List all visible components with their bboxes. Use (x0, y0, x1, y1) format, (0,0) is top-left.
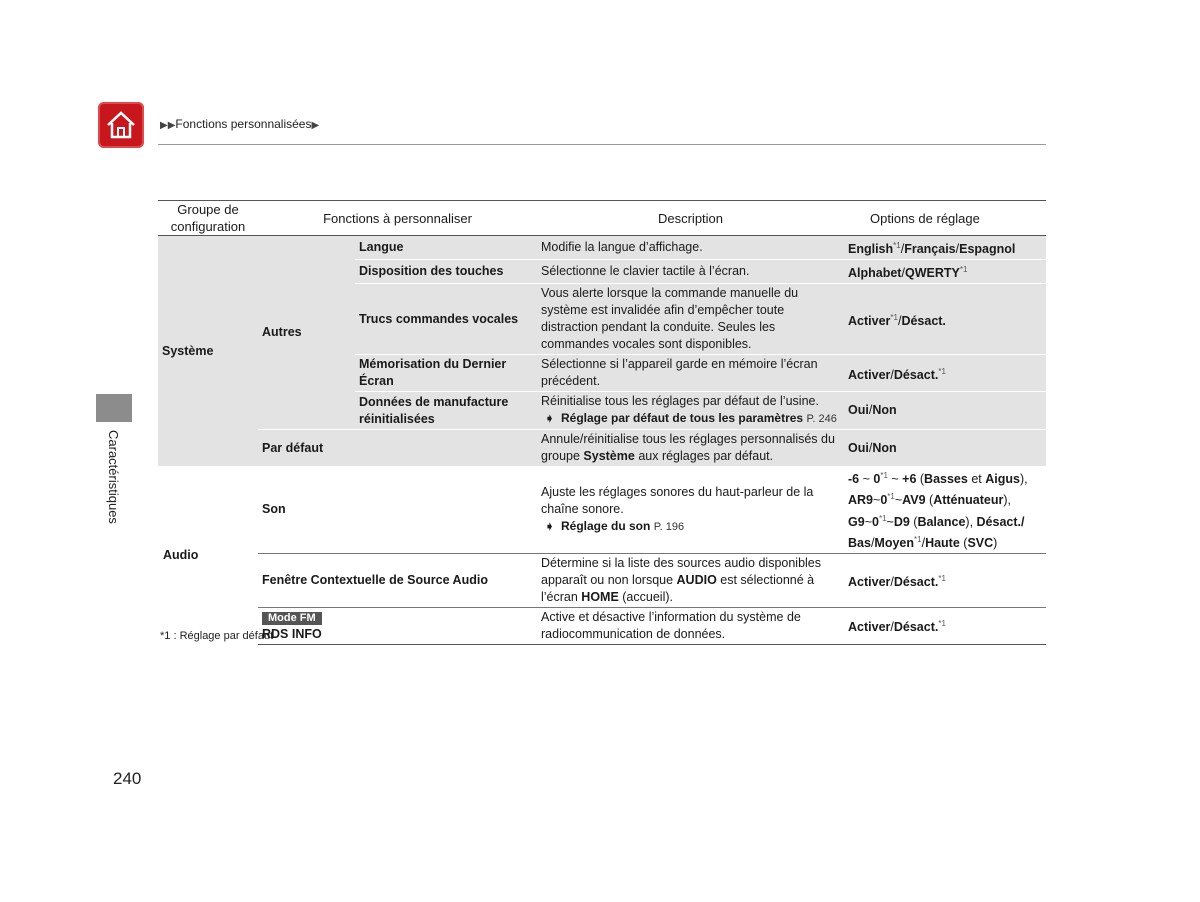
table-row (158, 430, 1046, 467)
mode-fm-badge: Mode FM (262, 612, 322, 625)
breadcrumb-label: Fonctions personnalisées (175, 117, 312, 131)
function-son: Son (262, 502, 286, 517)
options-memorisation: Activer/Désact.$^{*1}$ (844, 355, 1046, 392)
function-fenetre: Fenêtre Contextuelle de Source Audio (258, 553, 537, 607)
footnote: *1 : Réglage par défaut (160, 630, 274, 642)
header-description: Description (537, 201, 844, 236)
desc-par-defaut: Annule/réinitialise tous les réglages personnalisés du groupe Système aux réglages par défaut. (537, 430, 844, 467)
function-par-defaut: Par défaut (258, 430, 537, 467)
breadcrumb-arrow-icon: ▶ (311, 120, 320, 131)
options-disposition: Alphabet/QWERTY$^{*1}$ (844, 260, 1046, 284)
table-row (158, 553, 1046, 607)
desc-donnees: Réinitialise tous les réglages par défaut de l’usine. ➧ Réglage par défaut de tous les paramètres P. 246 (537, 392, 844, 430)
options-son: -6 ~ 0$^{*1}$ ~ +6 (Basses et Aigus), AR9~0$^{*1}$~AV9 (Atténuateur), G9~0$^{*1}$~D9 (Balance), Désact./ Bas/Moyen$^{*1}$/Haute (SVC) (848, 471, 1028, 550)
cross-reference-link[interactable]: ➧ Réglage du son P. 196 (541, 518, 840, 536)
desc-trucs: Vous alerte lorsque la commande manuelle du système est invalidée afin d’empêcher toute distraction pendant la conduite. Seules les commandes vocales sont disponibles. (537, 284, 844, 355)
function-rds: Mode FM RDS INFO (258, 607, 537, 644)
options-trucs: Activer$^{*1}$/Désact. (844, 284, 1046, 355)
desc-langue: Modifie la langue d’affichage. (537, 236, 844, 260)
desc-son: Ajuste les réglages sonores du haut-parleur de la chaîne sonore. ➧ Réglage du son P. 196 (537, 466, 844, 553)
header-group: Groupe de configuration (158, 201, 258, 236)
home-icon[interactable] (98, 102, 144, 148)
desc-rds: Active et désactive l’information du système de radiocommunication de données. (537, 607, 844, 644)
group-audio: Audio (163, 547, 199, 562)
options-rds: Activer/Désact.$^{*1}$ (844, 607, 1046, 644)
desc-memorisation: Sélectionne si l’appareil garde en mémoire l’écran précédent. (537, 355, 844, 392)
table-row (158, 236, 1046, 260)
table-row (158, 466, 1046, 553)
desc-fenetre: Détermine si la liste des sources audio disponibles apparaît ou non lorsque AUDIO est sélectionné à l’écran HOME (accueil). (537, 553, 844, 607)
header-function: Fonctions à personnaliser (258, 201, 537, 236)
settings-table (158, 200, 1046, 645)
desc-disposition: Sélectionne le clavier tactile à l’écran. (537, 260, 844, 284)
section-tab (96, 394, 132, 422)
house-glyph (104, 108, 138, 142)
function-donnees: Données de manufacture réinitialisées (355, 392, 537, 430)
table-row (158, 607, 1046, 644)
reference-arrow-icon: ➧ (545, 413, 555, 426)
function-trucs: Trucs commandes vocales (355, 284, 537, 355)
header-options: Options de réglage (844, 201, 1046, 236)
options-donnees: Oui/Non (844, 392, 1046, 430)
function-memorisation: Mémorisation du Dernier Écran (355, 355, 537, 392)
table-header-row (158, 201, 1046, 236)
subgroup-autres: Autres (258, 236, 355, 430)
section-label: Caractéristiques (106, 430, 121, 524)
breadcrumb[interactable] (160, 117, 319, 131)
reference-arrow-icon: ➧ (545, 520, 555, 533)
header-divider (158, 144, 1046, 145)
options-par-defaut: Oui/Non (844, 430, 1046, 467)
function-disposition: Disposition des touches (355, 260, 537, 284)
options-langue: English$^{*1}$/Français/Espagnol (844, 236, 1046, 260)
group-systeme: Système (158, 236, 258, 467)
function-langue: Langue (355, 236, 537, 260)
cross-reference-link[interactable]: ➧ Réglage par défaut de tous les paramètres P. 246 (541, 410, 840, 428)
page-number: 240 (113, 769, 142, 788)
options-fenetre: Activer/Désact.$^{*1}$ (844, 553, 1046, 607)
breadcrumb-arrows-icon: ▶▶ (160, 120, 176, 131)
